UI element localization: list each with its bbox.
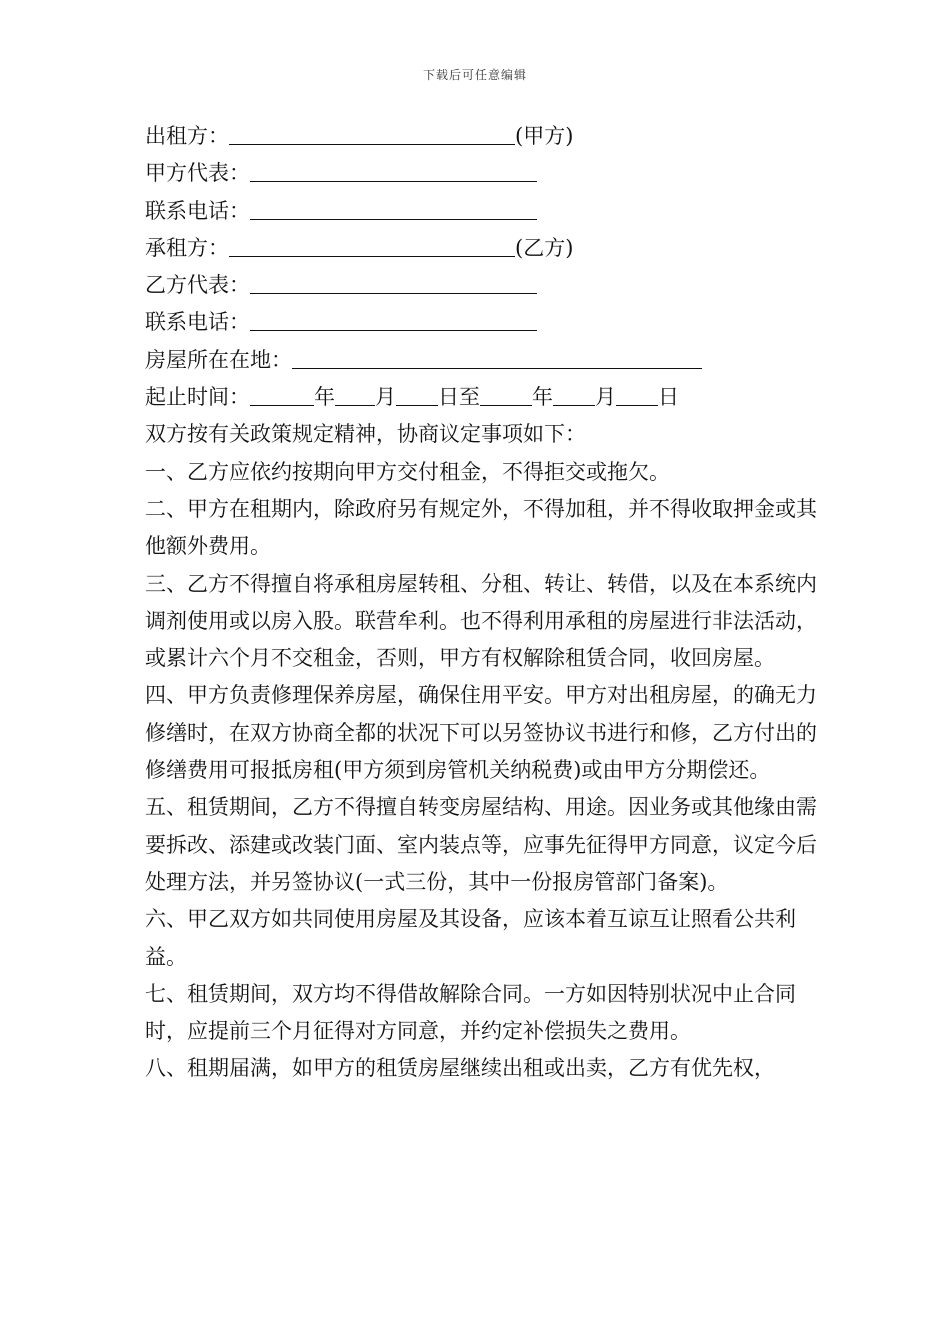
- end-day-blank[interactable]: [616, 383, 658, 406]
- lessee-rep-blank[interactable]: [250, 271, 537, 294]
- intro-paragraph: 双方按有关政策规定精神，协商议定事项如下：: [145, 422, 586, 447]
- clause-8: 八、租期届满，如甲方的租赁房屋继续出租或出卖，乙方有优先权，: [145, 1056, 775, 1081]
- lessor-phone-label: 联系电话：: [145, 198, 250, 223]
- lessee-line: [145, 230, 825, 267]
- lessee-blank[interactable]: [229, 234, 515, 257]
- start-month-blank[interactable]: [335, 383, 375, 406]
- lessee-label: 承租方：: [145, 235, 229, 260]
- lessee-phone-blank[interactable]: [250, 308, 537, 331]
- end-year-unit: 年: [532, 385, 553, 410]
- lessor-phone-blank[interactable]: [250, 197, 537, 220]
- clause-7: 七、租赁期间，双方均不得借故解除合同。一方如因特别状况中止合同时，应提前三个月征得对方同意，并约定补偿损失之费用。: [145, 981, 796, 1044]
- header-note: 下载后可任意编辑: [422, 68, 527, 82]
- start-day-unit: 日至: [438, 385, 480, 410]
- lessee-rep-label: 乙方代表：: [145, 273, 250, 298]
- clause-3: 三、乙方不得擅自将承租房屋转租、分租、转让、转借，以及在本系统内调剂使用或以房入股。联营牟利。也不得利用承租的房屋进行非法活动，或累计六个月不交租金，否则，甲方有权解除租赁合同，收回房屋。: [145, 571, 817, 671]
- address-blank[interactable]: [292, 346, 702, 369]
- end-year-blank[interactable]: [480, 383, 532, 406]
- start-year-unit: 年: [314, 385, 335, 410]
- start-month-unit: 月: [375, 385, 396, 410]
- clause-6: 六、甲乙双方如共同使用房屋及其设备，应该本着互谅互让照看公共利益。: [145, 907, 796, 969]
- start-year-blank[interactable]: [250, 383, 314, 406]
- lessor-rep-label: 甲方代表：: [145, 161, 250, 186]
- lessee-rep-line: [145, 267, 825, 304]
- lessor-rep-line: [145, 155, 825, 192]
- period-line: [145, 379, 825, 416]
- lessor-phone-line: [145, 193, 825, 230]
- end-month-blank[interactable]: [553, 383, 595, 406]
- clause-5: 五、租赁期间，乙方不得擅自转变房屋结构、用途。因业务或其他缘由需要拆改、添建或改装门面、室内装点等，应事先征得甲方同意，议定今后处理方法，并另签协议(一式三份，其中一份报房管部门备案)。: [145, 795, 817, 894]
- lessee-suffix: (乙方): [515, 235, 574, 260]
- clause-4: 四、甲方负责修理保养房屋，确保住用平安。甲方对出租房屋，的确无力修缮时，在双方协商全都的状况下可以另签协议书进行和修，乙方付出的修缮费用可报抵房租(甲方须到房管机关纳税费)或由甲方分期偿还。: [145, 683, 817, 783]
- lessee-phone-label: 联系电话：: [145, 310, 250, 335]
- end-month-unit: 月: [595, 385, 616, 410]
- lessor-label: 出租方：: [145, 124, 229, 148]
- end-day-unit: 日: [658, 385, 679, 410]
- address-line: [145, 342, 825, 379]
- start-day-blank[interactable]: [396, 383, 438, 406]
- period-label: 起止时间：: [145, 385, 250, 410]
- clause-2: 二、甲方在租期内，除政府另有规定外，不得加租，并不得收取押金或其他额外费用。: [145, 496, 817, 559]
- lessor-line: [145, 118, 825, 155]
- clause-1: 一、乙方应依约按期向甲方交付租金，不得拒交或拖欠。: [145, 459, 670, 484]
- address-label: 房屋所在在地：: [145, 347, 292, 372]
- lessor-suffix: (甲方): [515, 124, 574, 148]
- lessor-rep-blank[interactable]: [250, 159, 537, 182]
- contract-body: [145, 118, 825, 1088]
- lessee-phone-line: [145, 304, 825, 341]
- lessor-blank[interactable]: [229, 122, 515, 145]
